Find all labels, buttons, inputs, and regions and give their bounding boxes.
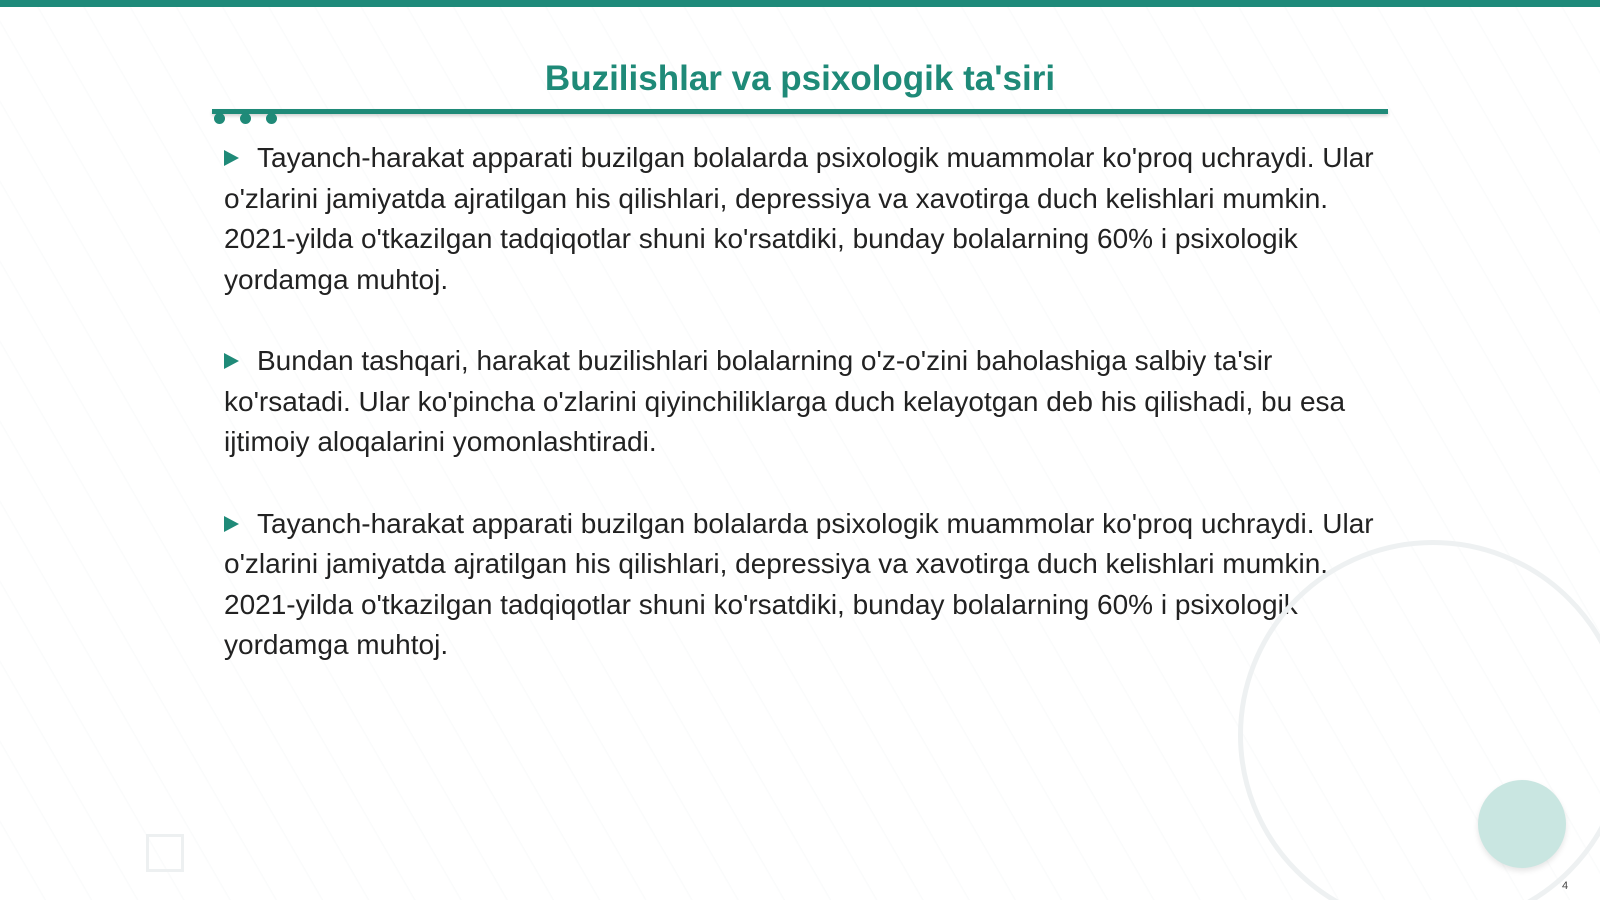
bullet-paragraph <box>224 341 1384 463</box>
paragraph-text: Tayanch-harakat apparati buzilgan bolalarda psixologik muammolar ko'proq uchraydi. Ular o'zlarini jamiyatda ajratilgan his qilishlari, depressiya va xavotirga duch kelishlari mumkin. 2021-yilda o'tkazilgan tadqiqotlar shuni ko'rsatdiki, bunday bolalarning 60% i psixologik yordamga muhtoj. <box>224 142 1374 295</box>
decor-dot <box>214 113 225 124</box>
page-number: 4 <box>1562 880 1569 892</box>
decor-circle <box>1478 780 1566 868</box>
bullet-paragraph <box>224 504 1384 666</box>
decor-square <box>146 834 184 872</box>
title-underline <box>212 109 1388 114</box>
top-accent-bar <box>0 0 1600 7</box>
triangle-bullet-icon <box>224 353 239 369</box>
slide-title: Buzilishlar va psixologik ta'siri <box>544 59 1056 98</box>
paragraph-text: Bundan tashqari, harakat buzilishlari bolalarning o'z-o'zini baholashiga salbiy ta'sir ko'rsatadi. Ular ko'pincha o'zlarini qiyinchiliklarga duch kelayotgan deb his qilishadi, bu esa ijtimoiy aloqalarini yomonlashtiradi. <box>224 345 1346 457</box>
paragraph-text: Tayanch-harakat apparati buzilgan bolalarda psixologik muammolar ko'proq uchraydi. Ular o'zlarini jamiyatda ajratilgan his qilishlari, depressiya va xavotirga duch kelishlari mumkin. 2021-yilda o'tkazilgan tadqiqotlar shuni ko'rsatdiki, bunday bolalarning 60% i psixologik yordamga muhtoj. <box>224 507 1374 660</box>
triangle-bullet-icon <box>224 516 239 532</box>
decor-dot <box>266 113 277 124</box>
bullet-paragraph <box>224 138 1384 300</box>
decor-dot <box>240 113 251 124</box>
triangle-bullet-icon <box>224 150 239 166</box>
slide-body <box>224 138 1384 707</box>
